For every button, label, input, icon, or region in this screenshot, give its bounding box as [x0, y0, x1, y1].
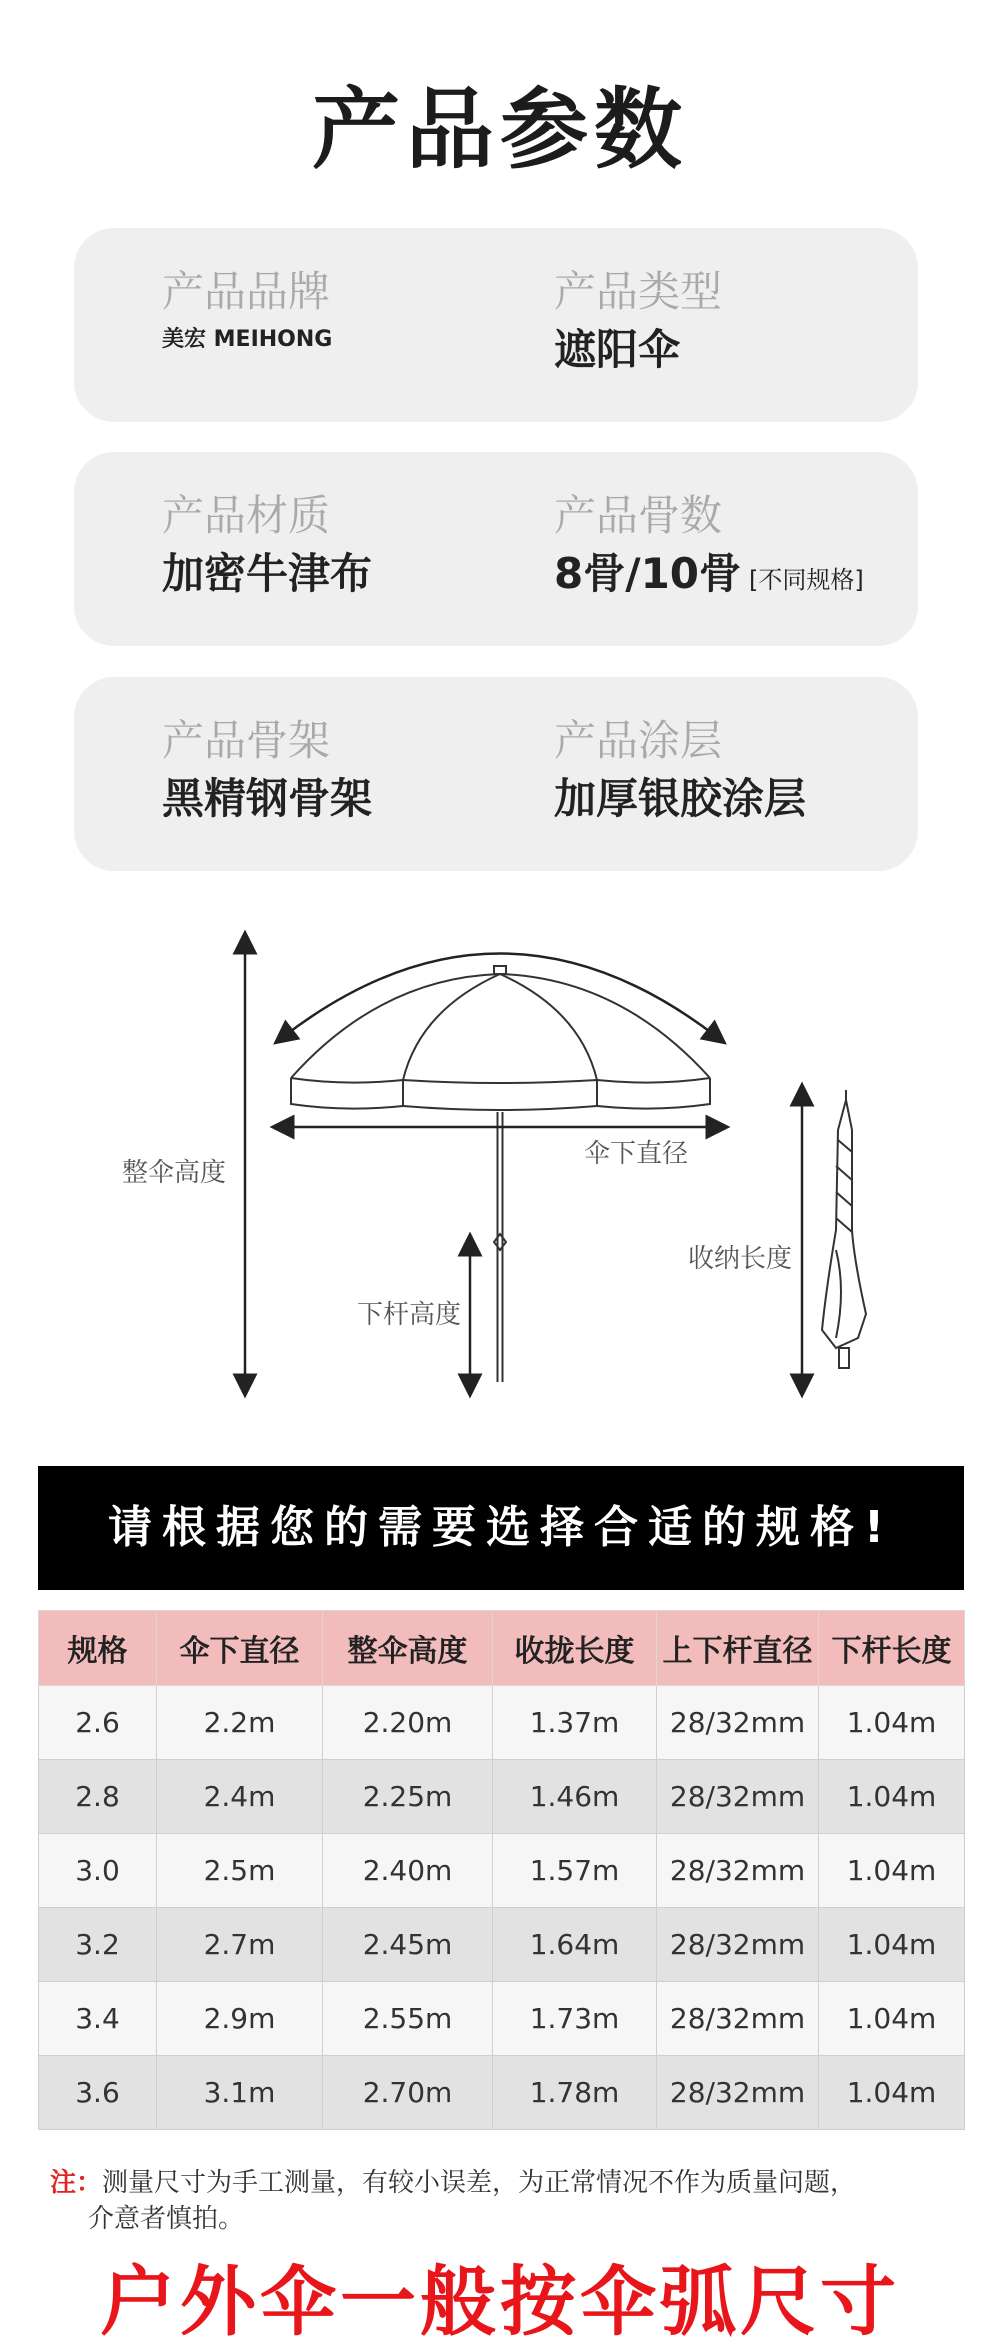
cell-folded: 1.73m — [493, 1982, 657, 2056]
cell-diameter: 2.4m — [157, 1760, 323, 1834]
cell-pole-diameter: 28/32mm — [657, 1686, 819, 1760]
param-value: 遮阳伞 — [554, 325, 681, 374]
note-line-2: 介意者慎拍。 — [88, 2204, 245, 2234]
cell-pole-diameter: 28/32mm — [657, 1834, 819, 1908]
table-row — [39, 1834, 965, 1908]
cell-diameter: 2.2m — [157, 1686, 323, 1760]
col-header-spec: 规格 — [39, 1611, 157, 1686]
param-label: 产品骨架 — [162, 716, 331, 765]
cell-folded: 1.78m — [493, 2056, 657, 2130]
cell-lower-pole: 1.04m — [819, 1760, 965, 1834]
param-card-brand-type — [74, 228, 918, 422]
cell-height: 2.20m — [323, 1686, 493, 1760]
param-label: 产品类型 — [554, 267, 723, 316]
param-value: 加密牛津布 — [162, 549, 373, 598]
diameter-label: 伞下直径 — [584, 1139, 689, 1169]
param-value-main: 8骨/10骨 — [554, 549, 742, 598]
umbrella-diagram — [0, 930, 1000, 1400]
cell-pole-diameter: 28/32mm — [657, 1760, 819, 1834]
lower-pole-label: 下杆高度 — [357, 1300, 462, 1330]
cell-lower-pole: 1.04m — [819, 1834, 965, 1908]
cell-diameter: 2.5m — [157, 1834, 323, 1908]
param-label: 产品涂层 — [554, 716, 723, 765]
bottom-red-heading: 户外伞一般按伞弧尺寸 — [100, 2257, 900, 2346]
col-header-pole-diameter: 上下杆直径 — [657, 1611, 819, 1686]
param-card-material-ribs — [74, 452, 918, 646]
param-material — [162, 488, 372, 604]
select-spec-banner: 请根据您的需要选择合适的规格! — [38, 1466, 964, 1590]
cell-folded: 1.37m — [493, 1686, 657, 1760]
col-header-lower-pole: 下杆长度 — [819, 1611, 965, 1686]
param-frame — [162, 713, 372, 829]
param-value: 黑精钢骨架 — [162, 774, 373, 823]
param-value-tag: [不同规格] — [749, 566, 864, 594]
col-header-height: 整伞高度 — [323, 1611, 493, 1686]
cell-diameter: 2.7m — [157, 1908, 323, 1982]
table-row — [39, 1686, 965, 1760]
table-row — [39, 1908, 965, 1982]
param-label: 产品品牌 — [162, 267, 331, 316]
table-row — [39, 1982, 965, 2056]
cell-pole-diameter: 28/32mm — [657, 1982, 819, 2056]
cell-height: 2.55m — [323, 1982, 493, 2056]
cell-folded: 1.46m — [493, 1760, 657, 1834]
param-value: 加厚银胶涂层 — [554, 774, 807, 823]
cell-pole-diameter: 28/32mm — [657, 1908, 819, 1982]
param-ribs — [554, 488, 864, 610]
param-type — [554, 264, 722, 380]
param-value: 美宏 MEIHONG — [162, 327, 333, 352]
spec-table — [38, 1610, 965, 2130]
note-text: 测量尺寸为手工测量，有较小误差，为正常情况不作为质量问题， — [102, 2168, 857, 2198]
cell-spec: 3.6 — [39, 2056, 157, 2130]
cell-lower-pole: 1.04m — [819, 1982, 965, 2056]
cell-lower-pole: 1.04m — [819, 1908, 965, 1982]
cell-spec: 3.0 — [39, 1834, 157, 1908]
cell-folded: 1.57m — [493, 1834, 657, 1908]
param-coating — [554, 713, 806, 829]
param-label: 产品材质 — [162, 491, 331, 540]
table-header-row — [39, 1611, 965, 1686]
cell-lower-pole: 1.04m — [819, 1686, 965, 1760]
cell-diameter: 3.1m — [157, 2056, 323, 2130]
cell-height: 2.70m — [323, 2056, 493, 2130]
page-title: 产品参数 — [311, 78, 688, 181]
cell-spec: 2.8 — [39, 1760, 157, 1834]
cell-spec: 3.4 — [39, 1982, 157, 2056]
cell-folded: 1.64m — [493, 1908, 657, 1982]
measurement-note — [50, 2165, 950, 2237]
total-height-label: 整伞高度 — [122, 1158, 227, 1188]
table-row — [39, 2056, 965, 2130]
cell-height: 2.45m — [323, 1908, 493, 1982]
col-header-diameter: 伞下直径 — [157, 1611, 323, 1686]
param-brand — [162, 264, 332, 360]
cell-height: 2.40m — [323, 1834, 493, 1908]
param-label: 产品骨数 — [554, 491, 723, 540]
note-mark: 注： — [50, 2168, 103, 2198]
cell-spec: 2.6 — [39, 1686, 157, 1760]
cell-diameter: 2.9m — [157, 1982, 323, 2056]
param-value — [554, 544, 864, 610]
umbrella-canopy — [291, 966, 710, 1110]
folded-umbrella-icon — [822, 1090, 866, 1368]
note-line-1 — [50, 2165, 950, 2201]
cell-pole-diameter: 28/32mm — [657, 2056, 819, 2130]
cell-lower-pole: 1.04m — [819, 2056, 965, 2130]
param-card-frame-coating — [74, 677, 918, 871]
table-row — [39, 1760, 965, 1834]
col-header-folded: 收拢长度 — [493, 1611, 657, 1686]
folded-length-label: 收纳长度 — [688, 1244, 793, 1274]
cell-height: 2.25m — [323, 1760, 493, 1834]
cell-spec: 3.2 — [39, 1908, 157, 1982]
